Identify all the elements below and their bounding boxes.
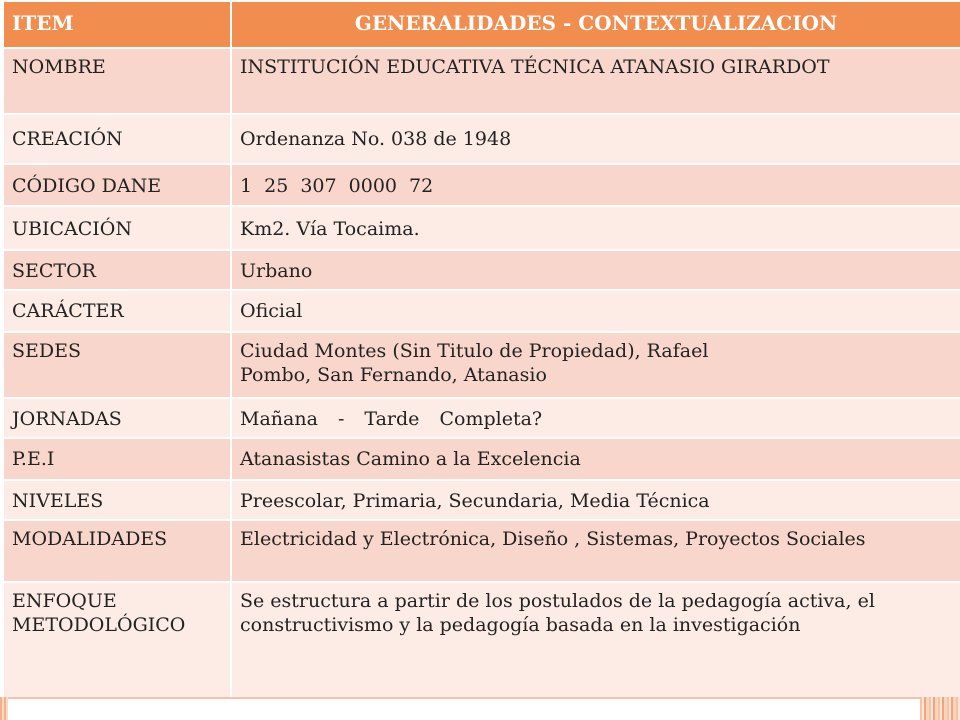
table-row [3, 438, 960, 480]
decorative-stripes-right [920, 697, 960, 720]
row-value: Ciudad Montes (Sin Titulo de Propiedad), Rafael Pombo, San Fernando, Atanasio [231, 332, 960, 398]
row-label: UBICACIÓN [3, 206, 231, 250]
row-value: 1 25 307 0000 72 [231, 164, 960, 206]
row-value: Atanasistas Camino a la Excelencia [231, 438, 960, 480]
row-value: Ordenanza No. 038 de 1948 [231, 114, 960, 164]
row-value: Oficial [231, 290, 960, 332]
decorative-stripes-left [0, 697, 8, 720]
row-value: Preescolar, Primaria, Secundaria, Media Técnica [231, 480, 960, 520]
row-label: MODALIDADES [3, 520, 231, 582]
row-value: INSTITUCIÓN EDUCATIVA TÉCNICA ATANASIO GIRARDOT [231, 48, 960, 114]
table-row [3, 206, 960, 250]
table-row [3, 332, 960, 398]
header-item: ITEM [3, 1, 231, 48]
generalidades-table [2, 0, 960, 699]
table-row [3, 48, 960, 114]
row-label: CREACIÓN [3, 114, 231, 164]
row-label: JORNADAS [3, 398, 231, 438]
table-row [3, 398, 960, 438]
table-row [3, 250, 960, 290]
table-header-row [3, 1, 960, 48]
row-value: Se estructura a partir de los postulados de la pedagogía activa, el constructivismo y la pedagogía basada en la investigación [231, 582, 960, 698]
row-label: NIVELES [3, 480, 231, 520]
row-value: Electricidad y Electrónica, Diseño , Sistemas, Proyectos Sociales [231, 520, 960, 582]
row-value: Mañana - Tarde Completa? [231, 398, 960, 438]
table-row [3, 520, 960, 582]
table-row [3, 290, 960, 332]
bottom-divider [8, 697, 920, 699]
row-label: ENFOQUE METODOLÓGICO [3, 582, 231, 698]
table-row [3, 480, 960, 520]
row-label: SECTOR [3, 250, 231, 290]
row-value: Urbano [231, 250, 960, 290]
row-label: SEDES [3, 332, 231, 398]
table-row [3, 582, 960, 698]
table-row [3, 164, 960, 206]
row-label: CARÁCTER [3, 290, 231, 332]
row-value: Km2. Vía Tocaima. [231, 206, 960, 250]
row-label: CÓDIGO DANE [3, 164, 231, 206]
row-label: NOMBRE [3, 48, 231, 114]
header-generalidades: GENERALIDADES - CONTEXTUALIZACION [231, 1, 960, 48]
table-row [3, 114, 960, 164]
row-label: P.E.I [3, 438, 231, 480]
